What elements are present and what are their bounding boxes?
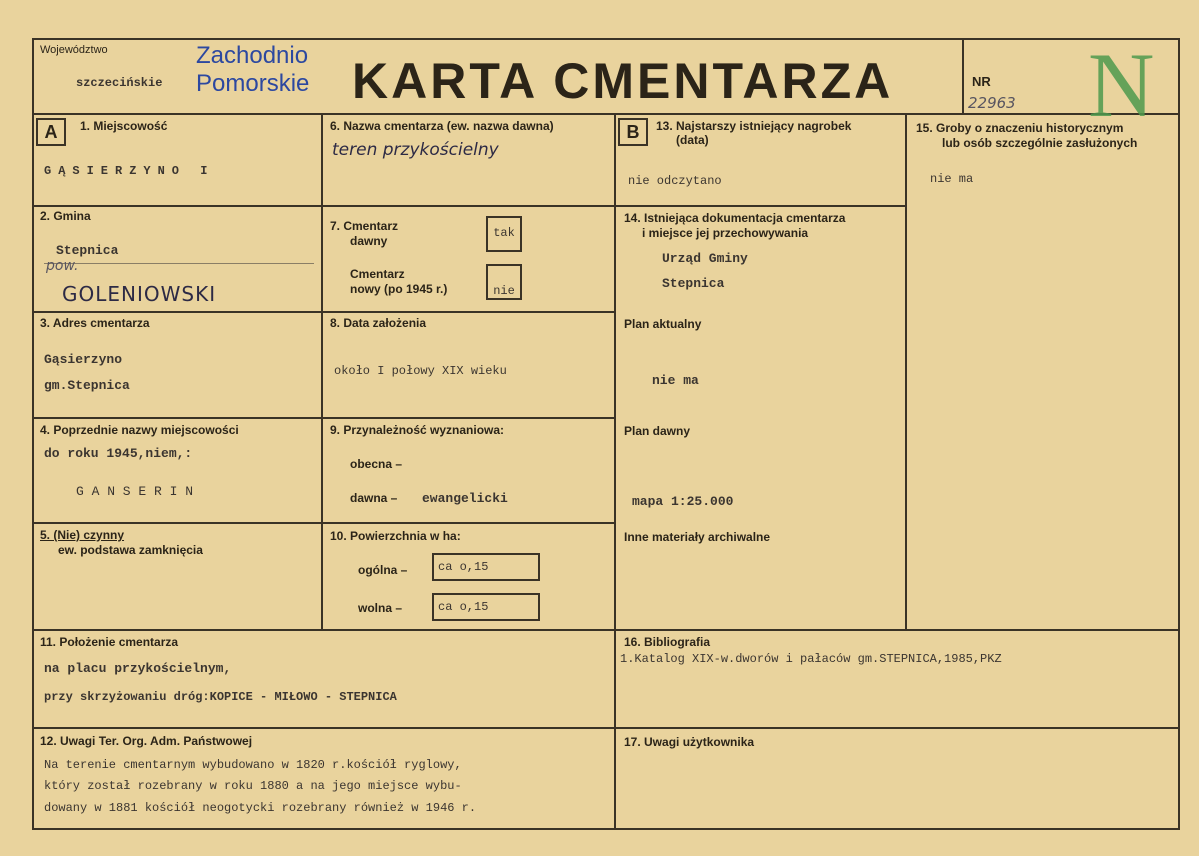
stamp-line-2: Pomorskie xyxy=(196,70,310,97)
stamp-line-1: Zachodnio xyxy=(196,42,309,69)
section-b-badge: B xyxy=(618,118,648,146)
row-divider xyxy=(32,311,615,313)
field-10-free-label: wolna – xyxy=(358,601,403,615)
field-11-label: 11. Położenie cmentarza xyxy=(40,635,179,649)
field-15-label-b: lub osób szczególnie zasłużonych xyxy=(942,136,1138,150)
field-9-former-value: ewangelicki xyxy=(422,491,508,506)
field-7-label-b: dawny xyxy=(350,234,388,248)
field-13-label-b: (data) xyxy=(676,133,709,147)
section-a-badge: A xyxy=(36,118,66,146)
field-3-line-1: Gąsierzyno xyxy=(44,352,123,367)
field-2-pow-label: pow. xyxy=(46,258,79,274)
row-divider xyxy=(32,205,615,207)
field-4-label: 4. Poprzednie nazwy miejscowości xyxy=(40,423,239,437)
header-divider xyxy=(32,113,1180,115)
row-divider xyxy=(32,629,1180,631)
col-divider-2 xyxy=(614,113,616,830)
field-1-label: 1. Miejscowość xyxy=(80,119,168,133)
voivodeship-label: Województwo xyxy=(40,44,108,56)
field-14-line-1: Urząd Gminy xyxy=(662,251,748,266)
field-13-value: nie odczytano xyxy=(628,174,722,188)
nr-value: 22963 xyxy=(968,94,1016,112)
field-7-box-new: nie xyxy=(486,264,522,300)
field-15-value: nie ma xyxy=(930,172,974,186)
field-5-subtitle: ew. podstawa zamknięcia xyxy=(58,543,203,557)
field-13-label-a: 13. Najstarszy istniejący nagrobek xyxy=(656,119,852,133)
field-7-label-c: Cmentarz xyxy=(350,267,405,281)
field-10-free-value: ca o,15 xyxy=(432,593,540,621)
row-divider xyxy=(32,417,615,419)
field-7-label-d: nowy (po 1945 r.) xyxy=(350,282,448,296)
field-10-total-label: ogólna – xyxy=(358,563,408,577)
plan-current-value: nie ma xyxy=(652,373,699,388)
field-14-label-a: 14. Istniejąca dokumentacja cmentarza xyxy=(624,211,846,225)
field-2-label: 2. Gmina xyxy=(40,209,91,223)
plan-former-label: Plan dawny xyxy=(624,424,691,438)
field-4-line-2: G A N S E R I N xyxy=(76,484,194,499)
field-5-label: 5. (Nie) czynny xyxy=(40,528,125,542)
field-9-current-label: obecna – xyxy=(350,457,403,471)
field-3-line-2: gm.Stepnica xyxy=(44,378,130,393)
field-7-box-former: tak xyxy=(486,216,522,252)
field-16-value: 1.Katalog XIX-w.dworów i pałaców gm.STEPNICA,1985,PKZ xyxy=(620,652,1002,666)
field-8-value: około I połowy XIX wieku xyxy=(334,364,507,378)
field-11-line-1: na placu przykościelnym, xyxy=(44,661,232,676)
field-16-label: 16. Bibliografia xyxy=(624,635,711,649)
field-17-label: 17. Uwagi użytkownika xyxy=(624,735,755,749)
nr-divider xyxy=(962,38,964,113)
field-12-label: 12. Uwagi Ter. Org. Adm. Państwowej xyxy=(40,734,253,748)
field-4-line-1: do roku 1945,niem,: xyxy=(44,446,193,461)
row-divider xyxy=(615,205,906,207)
field-14-label-b: i miejsce jej przechowywania xyxy=(642,226,809,240)
field-12-line-3: dowany w 1881 kościół neogotycki rozebrany również w 1946 r. xyxy=(44,801,477,815)
field-12-line-2: który został rozebrany w roku 1880 a na jego miejsce wybu- xyxy=(44,779,462,793)
field-3-label: 3. Adres cmentarza xyxy=(40,316,150,330)
corner-mark: N xyxy=(1088,34,1155,136)
field-11-line-2: przy skrzyżowaniu dróg:KOPICE - MIŁOWO - STEPNICA xyxy=(44,690,397,704)
col-divider-1 xyxy=(321,113,323,630)
field-2-pow-value: GOLENIOWSKI xyxy=(62,282,217,306)
nr-label: NR xyxy=(972,74,991,89)
field-14-line-2: Stepnica xyxy=(662,276,725,291)
field-8-label: 8. Data założenia xyxy=(330,316,427,330)
field-7-label-a: 7. Cmentarz xyxy=(330,219,399,233)
card-title: KARTA CMENTARZA xyxy=(352,53,894,109)
field-12-line-1: Na terenie cmentarnym wybudowano w 1820 r.kościół ryglowy, xyxy=(44,758,462,772)
row-divider xyxy=(32,522,615,524)
field-10-total-value: ca o,15 xyxy=(432,553,540,581)
plan-former-value: mapa 1:25.000 xyxy=(632,494,734,509)
field-15-label-a: 15. Groby o znaczeniu historycznym xyxy=(916,121,1124,135)
field-2-underline xyxy=(44,263,314,264)
col-divider-3 xyxy=(905,113,907,630)
row-divider xyxy=(32,727,1180,729)
field-6-value: teren przykościelny xyxy=(332,140,499,160)
field-6-label: 6. Nazwa cmentarza (ew. nazwa dawna) xyxy=(330,119,554,133)
field-1-value: GĄSIERZYNO I xyxy=(44,164,215,178)
field-9-label: 9. Przynależność wyznaniowa: xyxy=(330,423,505,437)
field-9-former-label: dawna – xyxy=(350,491,398,505)
plan-current-label: Plan aktualny xyxy=(624,317,702,331)
other-materials-label: Inne materiały archiwalne xyxy=(624,530,771,544)
field-2-value: Stepnica xyxy=(56,243,119,258)
field-10-label: 10. Powierzchnia w ha: xyxy=(330,529,461,543)
voivodeship-value: szczecińskie xyxy=(76,76,163,90)
